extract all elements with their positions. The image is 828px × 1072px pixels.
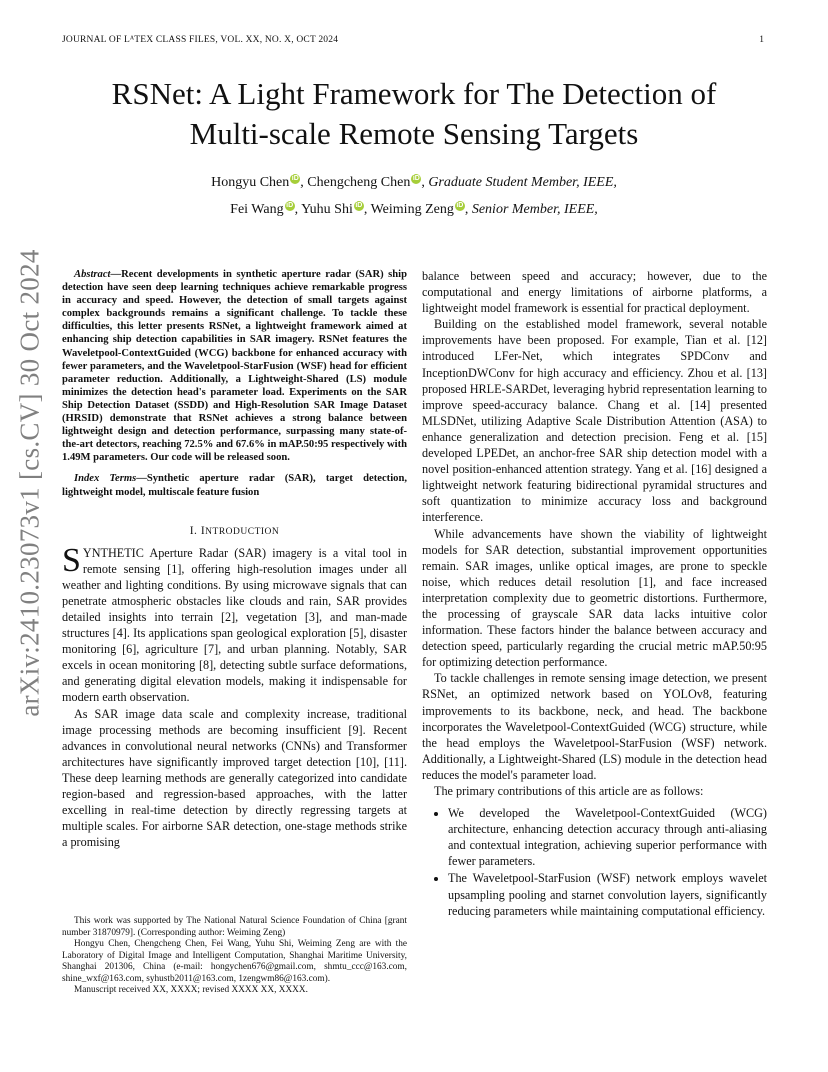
- footnote: [62, 916, 407, 997]
- orcid-icon[interactable]: iD: [355, 202, 363, 210]
- right-paragraph-4: To tackle challenges in remote sensing image detection, we present RSNet, an optimized network based on YOLOv8, featuring improvements to its backbone, neck, and head. The backbone incorporates the Waveletpool-ContextGuided (WCG) structure, while the head employs the Waveletpool-StarFusion (WSF) network. Additionally, a Lightweight-Shared (LS) module in the detection head reduces the model's parameter load.: [422, 671, 767, 782]
- author-line-2: Fei Wang iD , Yuhu Shi iD , Weiming Zeng iD , Senior Member, IEEE,: [230, 202, 598, 217]
- intro-paragraph-2: As SAR image data scale and complexity increase, traditional image processing methods are becoming insufficient [9]. Recent advances in convolutional neural networks (CNNs) and Transformer architectures have significantly improved target detection [10], [11]. These deep learning methods are generally categorized into candidate region-based and regression-based approaches, with the latter excelling in real-time detection by directly regressing targets at multiple scales. For airborne SAR detection, one-stage methods strike a promising: [62, 706, 407, 850]
- abstract-label: Abstract: [74, 269, 111, 280]
- author-name: Weiming Zeng: [370, 202, 454, 217]
- list-item: • The Waveletpool-StarFusion (WSF) network employs wavelet upsampling pooling and starnet convolution layers, significantly reducing parameters while maintaining computational efficiency.: [448, 870, 767, 918]
- section-title-rest: NTRODUCTION: [205, 526, 280, 537]
- intro-p1-text: YNTHETIC Aperture Radar (SAR) imagery is a vital tool in remote sensing [1], offering high-resolution images under all weather and lighting conditions. By using microwave signals that can penetrate atmospheric obstacles like clouds and rain, SAR provides detailed insights into terrain [2], vegetation [3], and man-made structures [4]. Its applications span geological exploration [5], disaster monitoring [6], agriculture [7], and urban planning. Notably, SAR excels in ocean monitoring [8], detecting subtle surface deformations, and generating digital elevation models, making it indispensable for modern earth observation.: [62, 545, 407, 705]
- section-heading-introduction: [62, 525, 407, 537]
- left-column: [62, 268, 407, 850]
- drop-cap: S: [62, 541, 81, 579]
- title-line-2: Multi-scale Remote Sensing Targets: [189, 116, 639, 151]
- author-name: Fei Wang: [230, 202, 284, 217]
- journal-header: JOURNAL OF LᴬTEX CLASS FILES, VOL. XX, NO. X, OCT 2024: [62, 35, 339, 45]
- author-role: Graduate Student Member, IEEE,: [428, 175, 617, 190]
- right-paragraph-1: balance between speed and accuracy; however, due to the computational and energy limitations of airborne platforms, a lightweight model framework is essential for practical deployment.: [422, 269, 767, 316]
- author-list: [62, 169, 766, 223]
- index-terms-text: —Synthetic aperture radar (SAR), target detection, lightweight model, multiscale feature fusion: [62, 473, 407, 498]
- orcid-icon[interactable]: iD: [291, 175, 299, 183]
- orcid-icon[interactable]: iD: [286, 202, 294, 210]
- orcid-icon[interactable]: iD: [456, 202, 464, 210]
- author-line-1: Hongyu Chen iD , Chengcheng Chen iD , Graduate Student Member, IEEE,: [211, 175, 617, 190]
- contribution-list: [422, 805, 767, 919]
- footnote-manuscript: Manuscript received XX, XXXX; revised XXXX XX, XXXX.: [74, 985, 308, 995]
- page-number: 1: [759, 35, 764, 45]
- author-name: Yuhu Shi: [301, 202, 353, 217]
- author-name: Hongyu Chen: [211, 175, 290, 190]
- paper-title: [62, 74, 766, 154]
- right-paragraph-5: The primary contributions of this article are as follows:: [434, 784, 704, 798]
- right-column: [422, 268, 767, 920]
- arxiv-stamp-text: arXiv:2410.23073v1 [cs.CV] 30 Oct 2024: [14, 249, 45, 717]
- title-line-1: RSNet: A Light Framework for The Detection of: [111, 76, 717, 111]
- index-terms-label: Index Terms: [74, 473, 137, 485]
- index-terms: [62, 472, 407, 498]
- section-cap: I: [200, 524, 206, 537]
- list-item: • We developed the Waveletpool-ContextGuided (WCG) architecture, enhancing detection accuracy through anti-aliasing and contextual integration, achieving superior performance with fewer parameters.: [448, 805, 767, 869]
- section-numeral: I.: [189, 524, 198, 537]
- footnote-affiliation: Hongyu Chen, Chengcheng Chen, Fei Wang, Yuhu Shi, Weiming Zeng are with the Laboratory of Digital Image and Intelligent Computation, Shanghai Maritime University, Shanghai 201306, China (e-mail: hongychen676@gmail.com, shmtu_ccc@163.com, shine_wxf@163.com, syhustb2011@163.com, 1zengwm86@163.com).: [62, 939, 407, 984]
- arxiv-stamp[interactable]: [2, 249, 58, 717]
- intro-paragraph-1: [62, 541, 407, 706]
- right-paragraph-2: Building on the established model framework, several notable improvements have been proposed. For example, Tian et al. [12] introduced LFer-Net, which integrates SPDConv and InceptionDWConv for high accuracy and efficiency. Zhou et al. [13] proposed HRLE-SARDet, leveraging hybrid representation learning to improve speed-accuracy balance. Chang et al. [14] presented MLSDNet, utilizing Adaptive Scale Distribution Attention (ASA) to enhance generalization and detection precision. Feng et al. [15] developed LPEDet, an anchor-free SAR ship detection model with a novel position-enhanced attention strategy. Yang et al. [16] designed a lightweight network featuring bidirectional pyramidal structures and soft quantization to minimize accuracy loss and background interference.: [422, 317, 767, 525]
- author-name: Chengcheng Chen: [307, 175, 411, 190]
- abstract-text: —Recent developments in synthetic aperture radar (SAR) ship detection have seen deep learning techniques achieve remarkable progress in accuracy and speed. However, the detection of small targets against complex backgrounds remains a significant challenge. To tackle these difficulties, this letter presents RSNet, a lightweight framework aimed at enhancing ship detection capabilities in SAR imagery. RSNet features the Waveletpool-ContextGuided (WCG) backbone for enhanced accuracy with fewer parameters, and the Waveletpool-StarFusion (WSF) head for efficient parameter reduction. Additionally, a Lightweight-Shared (LS) module minimizes the detection head's parameter load. Experiments on the SAR Ship Detection Dataset (SSDD) and High-Resolution SAR Image Dataset (HRSID) demonstrate that RSNet achieves a strong balance between lightweight design and detection performance, surpassing many state-of-the-art detectors, reaching 72.5% and 67.6% in mAP.50:95 respectively with 1.49M parameters. Our code will be released soon.: [62, 269, 407, 464]
- abstract: [62, 268, 407, 464]
- orcid-icon[interactable]: iD: [412, 175, 420, 183]
- right-paragraph-3: While advancements have shown the viability of lightweight models for SAR detection, substantial improvement opportunities remain. SAR images, unlike optical images, are prone to speckle noise, which reduces detail resolution [1], and face increased interpretation complexity due to geometric distortions. Furthermore, the processing of grayscale SAR data lacks intuitive color information. These factors hinder the balance between accuracy and detection speed, particularly regarding the crucial metric mAP.50:95 for optimizing detection performance.: [422, 526, 767, 670]
- author-role: Senior Member, IEEE,: [471, 202, 598, 217]
- footnote-funding: This work was supported by The National Natural Science Foundation of China [grant number 31870979]. (Corresponding author: Weiming Zeng): [62, 916, 407, 938]
